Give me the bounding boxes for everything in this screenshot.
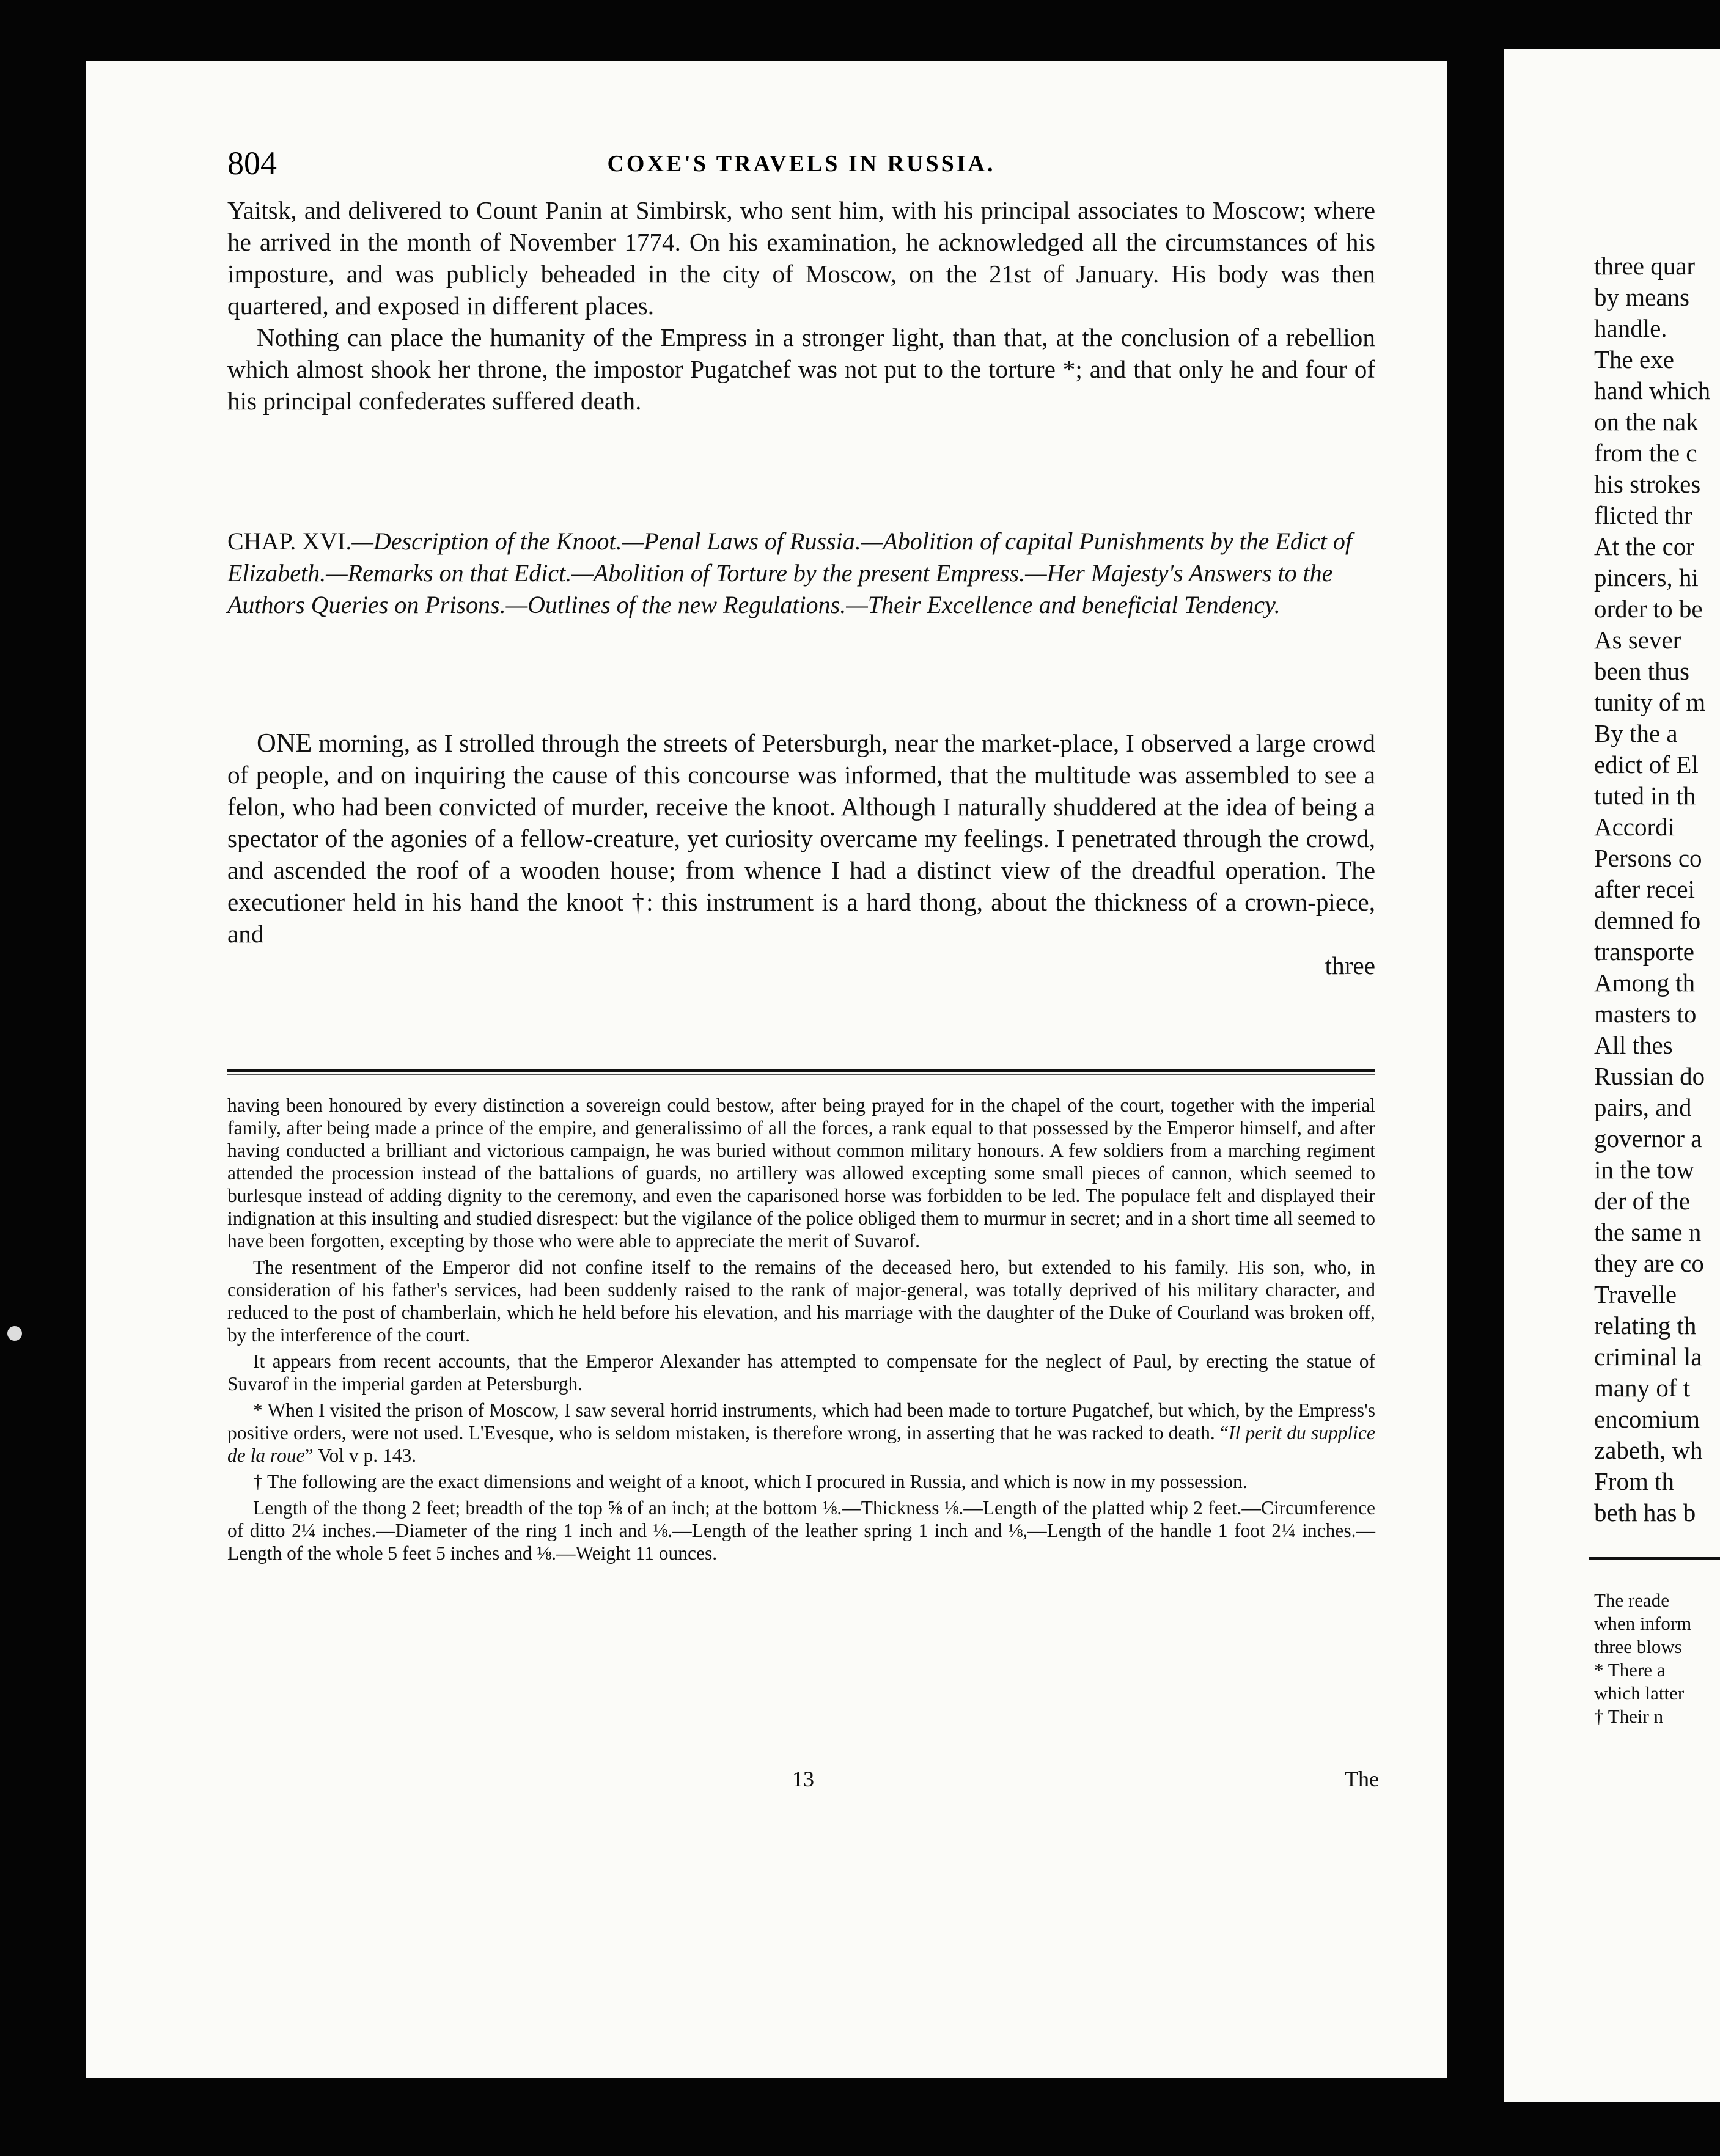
right-page-line: many of t	[1594, 1374, 1691, 1402]
right-page-line: tuted in th	[1594, 782, 1696, 810]
paragraph	[227, 727, 1375, 950]
bottom-catchword: The	[1345, 1767, 1379, 1791]
first-word: ONE	[257, 728, 312, 758]
right-page-line: three quar	[1594, 252, 1696, 280]
footnote: having been honoured by every distinction a sovereign could bestow, after being prayed for in the chapel of the court, together with the imperial family, after being made a prince of the empire, and generalissimo of all the forces, a rank equal to that possessed by the Emperor himself, and after having conducted a brilliant and victorious campaign, he was buried without common military honours. A few soldiers from a marching regiment attended the procession instead of the battalions of guards, no artillery was allowed excepting some small pieces of cannon, which seemed to burlesque instead of adding dignity to the ceremony, and even the caparisoned horse was forbidden to be led. The populace felt and displayed their indignation at this insulting and studied disrespect: but the vigilance of the police obliged them to murmur in secret; and in a short time all seemed to have been forgotten, excepting by those who were able to appreciate the merit of Suvarof.	[227, 1094, 1375, 1252]
right-page-line: demned fo	[1594, 906, 1701, 934]
footnote: The resentment of the Emperor did not confine itself to the remains of the deceased hero, but extended to his family. His son, who, in consideration of his father's services, had been suddenly raised to the rank of major-general, was totally deprived of his military character, and reduced to the post of chamberlain, which he held before his elevation, and his marriage with the daughter of the Duke of Courland was broken off, by the interference of the court.	[227, 1256, 1375, 1346]
right-page-footnotes	[1594, 1589, 1720, 1728]
right-page-line: der of the	[1594, 1187, 1691, 1215]
right-page-line: masters to	[1594, 1000, 1697, 1028]
chapter-heading	[227, 526, 1375, 621]
right-page-line: Persons co	[1594, 844, 1702, 872]
right-page-line: From th	[1594, 1467, 1674, 1495]
right-page-line: beth has b	[1594, 1498, 1696, 1527]
right-page-line: criminal la	[1594, 1343, 1702, 1371]
right-page-line: The exe	[1594, 345, 1674, 373]
right-page-line: edict of El	[1594, 750, 1699, 779]
main-text	[227, 727, 1375, 981]
paragraph: Nothing can place the humanity of the Empress in a stronger light, than that, at the conclusion of a rebellion which almost shook her throne, the impostor Pugatchef was not put to the torture *; and that only he and four of his principal confederates suffered death.	[227, 323, 1375, 415]
page-header	[227, 144, 1375, 193]
right-page-line: on the nak	[1594, 408, 1699, 436]
scan-speck	[7, 1326, 22, 1341]
continuation-text	[227, 194, 1375, 417]
footnote-rule	[227, 1069, 1375, 1072]
right-page-line: been thus	[1594, 657, 1689, 685]
right-page-line: At the cor	[1594, 532, 1694, 560]
right-page-line: Accordi	[1594, 813, 1675, 841]
right-page-line: All thes	[1594, 1031, 1673, 1059]
right-page-footnote-line: The reade	[1594, 1590, 1670, 1611]
right-page-footnote-line: three blows	[1594, 1636, 1682, 1657]
running-title: COXE'S TRAVELS IN RUSSIA.	[607, 151, 996, 177]
footnote: Length of the thong 2 feet; breadth of the top ⅝ of an inch; at the bottom ⅛.—Thickness ⅛.—Length of the platted whip 2 feet.—Circumference of ditto 2¼ inches.—Diameter of the ring 1 inch and ⅛.—Length of the leather spring 1 inch and ⅛,—Length of the handle 1 foot 2¼ inches.—Length of the whole 5 feet 5 inches and ⅛.—Weight 11 ounces.	[227, 1497, 1375, 1564]
right-page-footnote-line: † Their n	[1594, 1706, 1664, 1727]
chapter-description: —Description of the Knoot.—Penal Laws of Russia.—Abolition of capital Punishments by the Edict of Elizabeth.—Remarks on that Edict.—Abolition of Torture by the present Empress.—Her Majesty's Answers to the Authors Queries on Prisons.—Outlines of the new Regulations.—Their Excellence and beneficial Tendency.	[227, 527, 1352, 618]
right-page-line: zabeth, wh	[1594, 1436, 1703, 1464]
signature-mark: 13	[792, 1767, 814, 1791]
footnote-quote: Il perit du supplice de la roue	[227, 1422, 1375, 1466]
right-page-footnote-line: which latter	[1594, 1682, 1685, 1704]
right-page-line: order to be	[1594, 595, 1703, 623]
right-page-line: his strokes	[1594, 470, 1701, 498]
chapter-number: CHAP. XVI.	[227, 527, 352, 555]
right-page-line: in the tow	[1594, 1156, 1694, 1184]
right-page-line: By the a	[1594, 719, 1678, 747]
paragraph-text: morning, as I strolled through the streets of Petersburgh, near the market-place, I observed a large crowd of people, and on inquiring the cause of this concourse was informed, that the multitude was assembled to see a felon, who had been convicted of murder, receive the knoot. Although I naturally shuddered at the idea of being a spectator of the agonies of a fellow-creature, yet curiosity overcame my feelings. I penetrated through the crowd, and ascended the roof of a wooden house; from whence I had a distinct view of the dreadful operation. The executioner held in his hand the knoot †: this instrument is a hard thong, about the thickness of a crown-piece, and	[227, 729, 1375, 948]
paragraph: Yaitsk, and delivered to Count Panin at Simbirsk, who sent him, with his principal associates to Moscow; where he arrived in the month of November 1774. On his examination, he acknowledged all the circumstances of his imposture, and was publicly beheaded in the city of Moscow, on the 21st of January. His body was then quartered, and exposed in different places.	[227, 196, 1375, 320]
footnote: It appears from recent accounts, that the Emperor Alexander has attempted to compensate for the neglect of Paul, by erecting the statue of Suvarof in the imperial garden at Petersburgh.	[227, 1351, 1375, 1395]
right-page-text	[1594, 251, 1720, 1528]
right-page-line: from the c	[1594, 439, 1697, 467]
footnote-reference: ” Vol v p. 143.	[304, 1445, 417, 1466]
right-page-line: As sever	[1594, 626, 1681, 654]
footnote-text: * When I visited the prison of Moscow, I saw several horrid instruments, which had been made to torture Pugatchef, but which, by the Empress's positive orders, were not used. L'Evesque, who is seldom mistaken, is therefore wrong, in asserting that he was racked to death. “	[227, 1399, 1375, 1443]
right-page-line: hand which	[1594, 376, 1711, 405]
right-page-line: relating th	[1594, 1311, 1697, 1340]
footnote-rule-thin	[227, 1074, 1375, 1075]
footnote	[227, 1399, 1375, 1467]
right-page-line: governor a	[1594, 1124, 1702, 1153]
right-page-line: pincers, hi	[1594, 563, 1699, 592]
right-page-line: Travelle	[1594, 1280, 1677, 1308]
right-page-line: encomium	[1594, 1405, 1700, 1433]
right-page-footnote-rule	[1589, 1557, 1720, 1560]
right-page-line: they are co	[1594, 1249, 1704, 1277]
book-spine-shadow	[1447, 55, 1504, 2096]
right-page-line: by means	[1594, 283, 1689, 311]
footnote: † The following are the exact dimensions and weight of a knoot, which I procured in Russia, and which is now in my possession.	[253, 1471, 1248, 1492]
right-page-line: after recei	[1594, 875, 1695, 903]
page-number: 804	[227, 145, 277, 182]
right-page-line: the same n	[1594, 1218, 1702, 1246]
footnotes	[227, 1094, 1375, 1568]
right-page-line: Among th	[1594, 969, 1696, 997]
catchword: three	[1325, 952, 1375, 980]
right-page-line: flicted thr	[1594, 501, 1692, 529]
right-page-line: pairs, and	[1594, 1093, 1692, 1121]
right-page-footnote-line: when inform	[1594, 1613, 1692, 1634]
right-page-line: handle.	[1594, 314, 1667, 342]
right-page-line: tunity of m	[1594, 688, 1706, 716]
right-page-footnote-line: * There a	[1594, 1659, 1666, 1681]
right-page-line: Russian do	[1594, 1062, 1705, 1090]
right-page-line: transporte	[1594, 937, 1694, 966]
